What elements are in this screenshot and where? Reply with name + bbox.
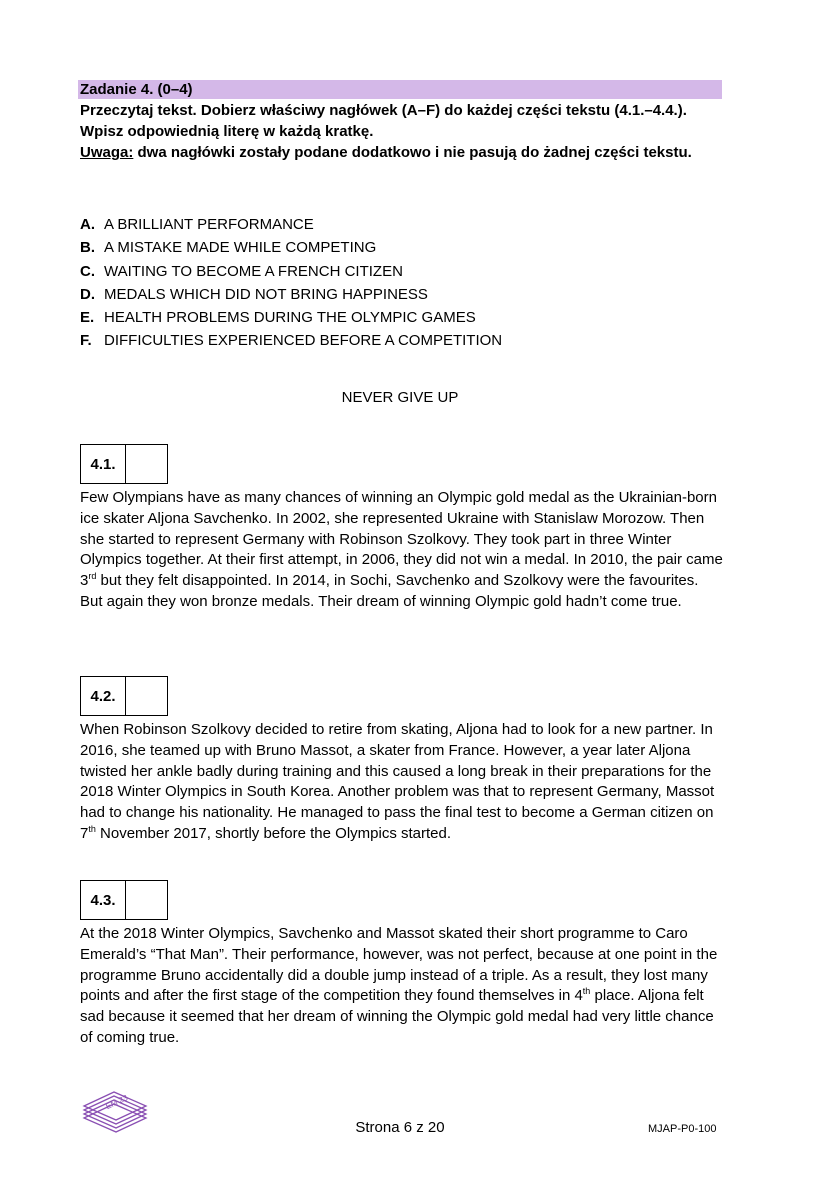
text-title: NEVER GIVE UP bbox=[341, 389, 459, 406]
option-d: D. MEDALS WHICH DID NOT BRING HAPPINESS bbox=[80, 285, 428, 303]
box-number: 4.3. bbox=[81, 881, 126, 919]
answer-box-4-2 bbox=[80, 676, 168, 716]
page-number: Strona 6 z 20 bbox=[355, 1119, 445, 1136]
answer-field[interactable] bbox=[126, 677, 167, 715]
option-e: E. HEALTH PROBLEMS DURING THE OLYMPIC GAMES bbox=[80, 309, 476, 327]
answer-field[interactable] bbox=[126, 881, 167, 919]
logo-text: EM 23 bbox=[104, 1093, 130, 1112]
paragraph-4-2: When Robinson Szolkovy decided to retire from skating, Aljona had to look for a new partner. In 2016, she teamed up with Bruno Massot, a skater from France. However, a year later Aljona twisted her ankle badly during training and this caused a long break in their preparations for the 2018 Winter Olympics in South Korea. Another problem was that to represent Germany, Massot had to change his nationality. He managed to pass the final test to become a German citizen on 7th November 2017, shortly before the Olympics started. bbox=[80, 721, 715, 842]
headings-list bbox=[80, 213, 502, 353]
option-f: F. DIFFICULTIES EXPERIENCED BEFORE A COMPETITION bbox=[80, 332, 503, 350]
instruction-note bbox=[80, 142, 692, 164]
box-number: 4.1. bbox=[81, 445, 126, 483]
answer-field[interactable] bbox=[126, 445, 167, 483]
option-b: B. A MISTAKE MADE WHILE COMPETING bbox=[80, 239, 377, 257]
option-c: C. WAITING TO BECOME A FRENCH CITIZEN bbox=[80, 262, 403, 280]
task-header: Zadanie 4. (0–4) bbox=[78, 80, 722, 99]
answer-box-4-3 bbox=[80, 880, 168, 920]
exam-code: MJAP-P0-100 bbox=[648, 1123, 717, 1135]
instruction-line-1: Przeczytaj tekst. Dobierz właściwy nagłówek (A–F) do każdej części tekstu (4.1.–4.4.). bbox=[80, 102, 687, 119]
note-text: dwa nagłówki zostały podane dodatkowo i nie pasują do żadnej części tekstu. bbox=[133, 144, 692, 161]
instruction-line-2: Wpisz odpowiednią literę w każdą kratkę. bbox=[80, 123, 374, 140]
note-label: Uwaga: bbox=[80, 144, 134, 161]
paragraph-4-3: At the 2018 Winter Olympics, Savchenko and Massot skated their short programme to Caro Emerald’s “That Man”. Their performance, however, was not perfect, because at one point in the programme Bruno accidentally did a double jump instead of a triple. As a result, they lost many points and after the first stage of the competition they found themselves in 4th place. Aljona felt sad because it seemed that her dream of winning the Olympic gold medal had very little chance of coming true. bbox=[80, 925, 718, 1046]
answer-box-4-1 bbox=[80, 444, 168, 484]
box-number: 4.2. bbox=[81, 677, 126, 715]
paragraph-4-1: Few Olympians have as many chances of winning an Olympic gold medal as the Ukrainian-born ice skater Aljona Savchenko. In 2002, she represented Ukraine with Stanislaw Morozow. Then she started to represent Germany with Robinson Szolkovy. They took part in three Winter Olympics together. At their first attempt, in 2006, they did not win a medal. In 2010, the pair came 3rd but they felt disappointed. In 2014, in Sochi, Savchenko and Szolkovy were the favourites. But again they won bronze medals. Their dream of winning Olympic gold hadn’t come true. bbox=[80, 489, 723, 610]
option-a: A. A BRILLIANT PERFORMANCE bbox=[80, 216, 314, 233]
